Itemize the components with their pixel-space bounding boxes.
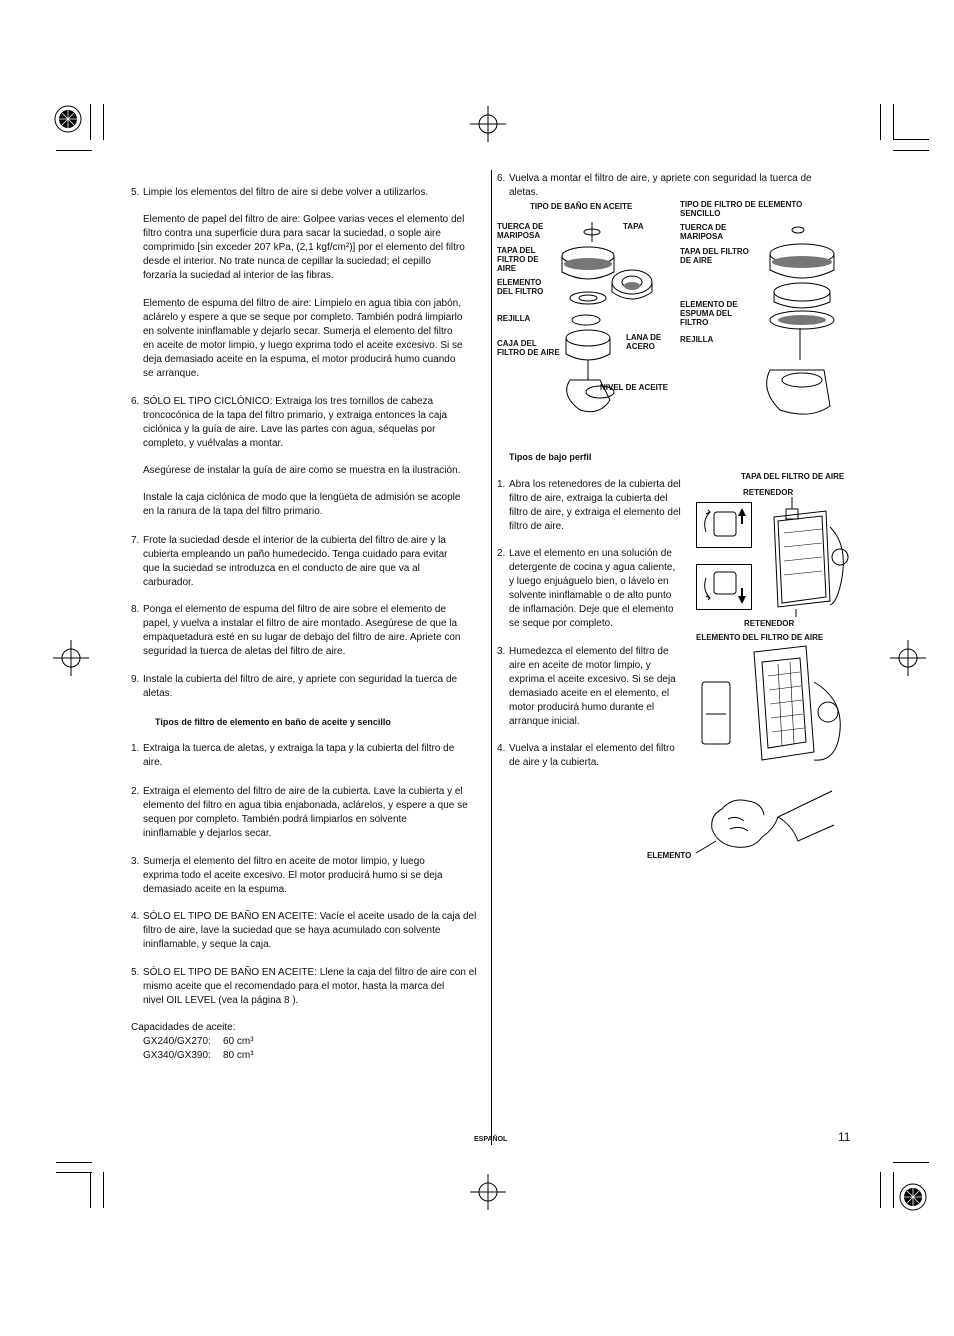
- step-7: [131, 534, 491, 590]
- oil-capacities-label: Capacidades de aceite:: [131, 1022, 236, 1033]
- step-text: Extraiga el elemento del filtro de aire de la cubierta. Lave la cubierta y el elemento del filtro en agua tibia enjabonada, aclárelos, y espere a que se sequen por completo. También podrá limpiarlos en solvente ininflamable y dejarlos secar.: [143, 786, 468, 839]
- step-number: 3.: [497, 646, 506, 657]
- low-profile-step-3: [497, 645, 697, 729]
- filter-element-label-a: ELEMENTO DEL FILTRO: [497, 278, 544, 296]
- low-profile-step-4: [497, 742, 697, 770]
- step-8: [131, 603, 491, 659]
- registration-cross-left: [51, 638, 91, 678]
- foam-element-paragraph: Elemento de espuma del filtro de aire: Límpielo en agua tibia con jabón, aclárelo y espere a que se seque por completo. También podrá limpiarlo en solvente ininflamable y dejarlo secar. Sumerja el elemento del filtro en aceite de motor limpio, y luego exprima todo el aceite excesivo. Si se deja demasiado aceite en la espuma, el motor producirá humo cuando se arranque.: [143, 298, 463, 379]
- registration-cross-top: [468, 104, 508, 144]
- sub-step-5: [131, 966, 491, 1008]
- step-number: 4.: [131, 911, 140, 922]
- wing-nut-label-a: TUERCA DE MARIPOSA: [497, 222, 544, 240]
- air-filter-cover-label: TAPA DEL FILTRO DE AIRE: [741, 472, 845, 481]
- step-number: 2.: [131, 786, 140, 797]
- air-guide-note: Asegúrese de instalar la guía de aire como se muestra en la ilustración.: [143, 465, 461, 476]
- retainer-detail-bottom: [696, 564, 752, 610]
- step-text: Vuelva a montar el filtro de aire, y apriete con seguridad la tuerca de aletas.: [509, 173, 812, 198]
- step-text: Ponga el elemento de espuma del filtro de aire sobre el elemento de papel, y vuelva a instalar el filtro de aire montado. Asegúrese de que la empaquetadura esté en su lugar de debajo del filtro de aire. Apriete con seguridad la tuerca de aletas del filtro de aire.: [143, 604, 461, 657]
- step-text: Limpie los elementos del filtro de aire si debe volver a utilizarlos.: [143, 187, 429, 198]
- paper-element-paragraph: Elemento de papel del filtro de aire: Golpee varias veces el elemento del filtro contra una superficie dura para sacar la suciedad, o sople aire comprimido [sin exceder 207 kPa, (2,1 kgf/cm²)] por el elemento del filtro desde el interior. No trate nunca de cepillar la suciedad; el cepillo forzaría la suciedad al interior de las fibras.: [143, 214, 465, 281]
- step-number: 1.: [497, 479, 506, 490]
- grid-label-b: REJILLA: [680, 335, 714, 344]
- sub-step-2: [131, 785, 491, 841]
- retainer-label-bottom: RETENEDOR: [744, 619, 795, 628]
- reassemble-step-6: [497, 172, 842, 200]
- filter-element-diagram: [698, 642, 858, 770]
- air-filter-element-label: ELEMENTO DEL FILTRO DE AIRE: [696, 633, 824, 642]
- step-text: Humedezca el elemento del filtro de aire en aceite de motor limpio, y exprima el aceite excesivo. Si se deja demasiado aceite en el elemento, el motor producirá humo durante el arranque inicial.: [509, 646, 676, 727]
- step-text: Abra los retenedores de la cubierta del filtro de aire, extraiga la cubierta del filtro de aire, y extraiga el elemento del filtro de aire.: [509, 479, 681, 532]
- step-text: Lave el elemento en una solución de detergente de cocina y agua caliente, y luego enjuáguelo bien, o lávelo en solvente ininflamable o de alto punto de inflamación. Deje que el elemento se seque por completo.: [509, 548, 676, 629]
- steel-wool-label: LANA DE ACERO: [626, 333, 662, 351]
- step-number: 8.: [131, 604, 140, 615]
- retainer-detail-top: [696, 502, 752, 548]
- filter-cap-label-a: TAPA DEL FILTRO DE AIRE: [497, 246, 539, 273]
- step-text: SÓLO EL TIPO DE BAÑO EN ACEITE: Vacíe el aceite usado de la caja del filtro de aire, lave la suciedad que se haya acumulado con solvente ininflamable, y seque la caja.: [143, 911, 477, 950]
- foam-element-label: ELEMENTO DE ESPUMA DEL FILTRO: [680, 300, 738, 327]
- step-text: Instale la cubierta del filtro de aire, y apriete con seguridad la tuerca de aletas.: [143, 674, 458, 699]
- step-number: 1.: [131, 743, 140, 754]
- low-profile-heading: Tipos de bajo perfil: [509, 452, 592, 462]
- step-6: [131, 395, 491, 451]
- grid-label-a: REJILLA: [497, 314, 531, 323]
- oil-bath-type-title: TIPO DE BAÑO EN ACEITE: [530, 202, 633, 211]
- filter-cap-label-b: TAPA DEL FILTRO DE AIRE: [680, 247, 749, 265]
- capacity-value-1: 60 cm³: [223, 1036, 254, 1047]
- registration-target-bottom-right: [898, 1182, 928, 1212]
- wing-nut-label-b: TUERCA DE MARIPOSA: [680, 223, 727, 241]
- capacity-model-2: GX340/GX390:: [143, 1050, 211, 1061]
- step-text: SÓLO EL TIPO DE BAÑO EN ACEITE: Llene la caja del filtro de aire con el mismo aceite que el recomendado para el motor, hasta la marca del nivel OIL LEVEL (vea la página 8 ).: [143, 967, 477, 1006]
- step-number: 3.: [131, 856, 140, 867]
- single-element-type-title: TIPO DE FILTRO DE ELEMENTO SENCILLO: [680, 200, 803, 218]
- low-profile-cover-diagram: [756, 497, 852, 617]
- step-number: 2.: [497, 548, 506, 559]
- capacity-value-2: 80 cm³: [223, 1050, 254, 1061]
- registration-target-top-left: [53, 104, 83, 134]
- low-profile-step-1: [497, 478, 697, 534]
- registration-cross-bottom: [468, 1172, 508, 1212]
- footer-language: ESPAÑOL: [474, 1136, 508, 1143]
- low-profile-step-2: [497, 547, 697, 631]
- step-number: 5.: [131, 187, 140, 198]
- filter-case-label: CAJA DEL FILTRO DE AIRE: [497, 339, 560, 357]
- cyclone-case-note: Instale la caja ciclónica de modo que la lengüeta de admisión se acople en la ranura de la tapa del filtro primario.: [143, 492, 461, 517]
- step-text: SÓLO EL TIPO CICLÓNICO: Extraiga los tres tornillos de cabeza troncocónica de la tapa del filtro primario, y extraiga entonces la caja ciclónica y la guía de aire. Lave las partes con agua, séquelas por completo, y vuélvalas a montar.: [143, 396, 448, 449]
- hand-squeezing-element-diagram: [702, 785, 838, 857]
- cover-label: TAPA: [623, 222, 644, 231]
- step-text: Vuelva a instalar el elemento del filtro de aire y la cubierta.: [509, 743, 675, 768]
- sub-step-4: [131, 910, 491, 952]
- step-number: 6.: [497, 173, 506, 184]
- retainer-label-top: RETENEDOR: [743, 488, 794, 497]
- step-number: 7.: [131, 535, 140, 546]
- step-5: [131, 186, 491, 200]
- page-number: 11: [838, 1130, 851, 1144]
- step-text: Sumerja el elemento del filtro en aceite de motor limpio, y luego exprima todo el aceite excesivo. El motor producirá humo si se deja demasiado aceite en la espuma.: [143, 856, 443, 895]
- single-element-exploded-diagram: [750, 220, 880, 420]
- sub-step-3: [131, 855, 491, 897]
- oil-bath-section-heading: Tipos de filtro de elemento en baño de aceite y sencillo: [155, 717, 391, 727]
- element-label: ELEMENTO: [647, 851, 692, 860]
- registration-cross-right: [888, 638, 928, 678]
- step-number: 5.: [131, 967, 140, 978]
- step-number: 4.: [497, 743, 506, 754]
- step-text: Extraiga la tuerca de aletas, y extraiga la tapa y la cubierta del filtro de aire.: [143, 743, 455, 768]
- step-9: [131, 673, 491, 701]
- step-text: Frote la suciedad desde el interior de la cubierta del filtro de aire y la cubierta empleando un paño humedecido. Tenga cuidado para evitar que la suciedad se introduzca en el conducto de aire que va al carburador.: [143, 535, 448, 588]
- capacity-model-1: GX240/GX270:: [143, 1036, 211, 1047]
- sub-step-1: [131, 742, 491, 770]
- oil-level-label: NIVEL DE ACEITE: [600, 383, 669, 392]
- step-number: 6.: [131, 396, 140, 407]
- step-number: 9.: [131, 674, 140, 685]
